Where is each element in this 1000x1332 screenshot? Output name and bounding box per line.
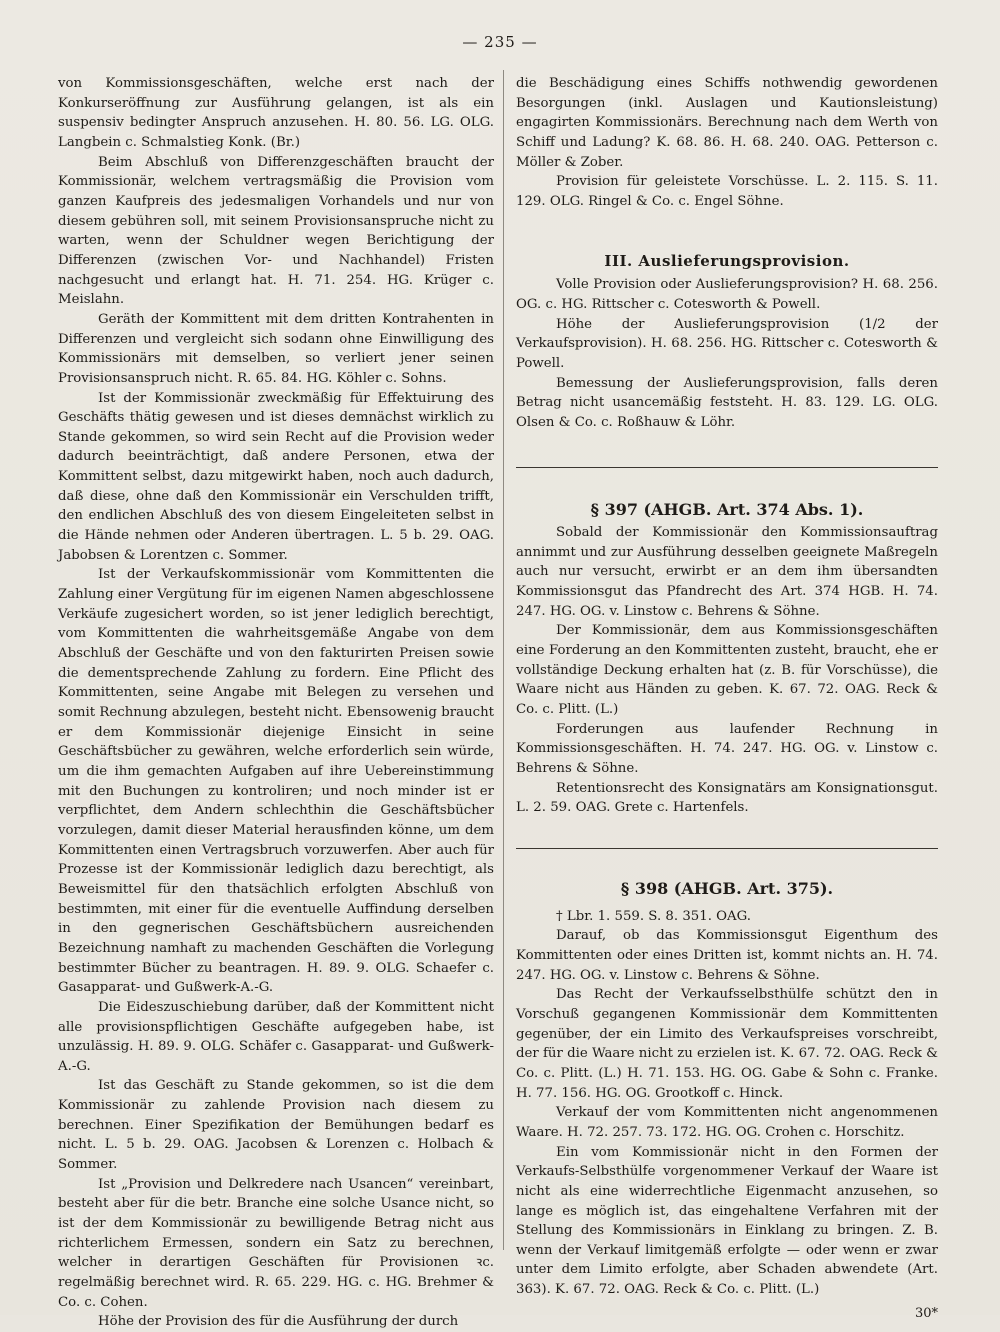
column-divider bbox=[503, 70, 504, 1250]
section-398-heading: § 398 (AHGB. Art. 375). bbox=[620, 879, 834, 898]
paragraph: Darauf, ob das Kommissionsgut Eigenthum des Kommittenten oder eines Dritten ist, kommt nichts an. H. 74. 247. HG. OG. v. Linstow c. Behrens & Söhne. bbox=[516, 928, 938, 983]
section-separator bbox=[516, 848, 938, 849]
paragraph: Ist das Geschäft zu Stande gekommen, so ist die dem Kommissionär zu zahlende Provision nach diesem zu berechnen. Einer Spezifikation der Bemühungen bedarf es nicht. L. 5 b. 29. OAG. Jacobsen & Lorenzen c. Holbach & Sommer. bbox=[58, 1078, 494, 1173]
paragraph: Sobald der Kommissionär den Kommissionsauftrag annimmt und zur Ausführung desselben geeignete Maßregeln auch nur versucht, erwirbt er an dem ihm übersandten Kommissionsgut das Pfandrecht des Art. 374 HGB. H. 74. 247. HG. OG. v. Linstow c. Behrens & Söhne. bbox=[516, 525, 938, 619]
signature-mark: 30* bbox=[914, 1305, 938, 1321]
right-column bbox=[516, 74, 938, 1323]
paragraph: Der Kommissionär, dem aus Kommissionsgeschäften eine Forderung an den Kommittenten zusteht, braucht, ehe er vollständige Deckung erhalten hat (z. B. für Vorschüsse), die Waare nicht aus Händen zu geben. K. 67. 72. OAG. Reck & Co. c. Plitt. (L.) bbox=[516, 623, 938, 718]
paragraph: Höhe der Provision des für die Ausführung der durch bbox=[98, 1314, 459, 1330]
paragraph: Retentionsrecht des Konsignatärs am Konsignationsgut. L. 2. 59. OAG. Grete c. Hartenfels. bbox=[516, 780, 938, 816]
section-separator bbox=[516, 467, 938, 468]
paragraph: Volle Provision oder Auslieferungsprovision? H. 68. 256. OG. c. HG. Rittscher c. Cotesworth & Powell. bbox=[516, 277, 938, 312]
paragraph: Ist der Kommissionär zweckmäßig für Effektuirung des Geschäfts thätig gewesen und ist dieses demnächst wirklich zu Stande gekommen, so wird sein Recht auf die Provision weder dadurch beeinträchtigt, daß andere Personen, etwa der Kommittent selbst, dazu mitgewirkt haben, noch auch dadurch, daß diese, ohne daß den Kommissionär ein Verschulden trifft, den endlichen Abschluß des von diesem Eingeleiteten selbst in die Hände nehmen oder Anderen übertragen. L. 5 b. 29. OAG. Jabobsen & Lorentzen c. Sommer. bbox=[58, 390, 494, 563]
section-397-paragraphs bbox=[516, 523, 938, 818]
paragraph: die Beschädigung eines Schiffs nothwendig gewordenen Besorgungen (inkl. Auslagen und Kautionsleistung) engagirten Kommissionärs. Berechnung nach dem Werth von Schiff und Ladung? K. 68. 86. H. 68. 240. OAG. Petterson c. Möller & Zober. bbox=[516, 76, 938, 170]
paragraph: Geräth der Kommittent mit dem dritten Kontrahenten in Differenzen und vergleicht sich sodann ohne Einwilligung des Kommissionärs mit demselben, so verliert jener seinen Provisionsanspruch nicht. R. 65. 84. HG. Köhler c. Sohns. bbox=[58, 311, 494, 386]
section-397-heading: § 397 (AHGB. Art. 374 Abs. 1). bbox=[590, 499, 864, 519]
left-column bbox=[58, 74, 494, 1332]
paragraph: † Lbr. 1. 559. S. 8. 351. OAG. bbox=[556, 908, 752, 924]
paragraph: Verkauf der vom Kommittenten nicht angenommenen Waare. H. 72. 257. 73. 172. HG. OG. Crohen c. Horschitz. bbox=[516, 1105, 938, 1140]
paragraph: Bemessung der Auslieferungsprovision, falls deren Betrag nicht usancemäßig feststeht. H. 83. 129. LG. OLG. Olsen & Co. c. Roßhauw & Löhr. bbox=[516, 375, 938, 430]
paragraph: Ist der Verkaufskommissionär vom Kommittenten die Zahlung einer Vergütung für im eigenen Namen abgeschlossene Verkäufe zugesichert worden, so ist jener lediglich berechtigt, vom Kommittenten die wahrheitsgemäße Angabe von dem Abschluß der Geschäfte und von den fakturirten Preisen sowie die dementsprechende Zahlung zu fordern. Eine Pflicht des Kommittenten, seine Angabe mit Belegen zu versehen und somit Rechnung abzulegen, besteht nicht. Ebensowenig braucht er dem Kommissionär diejenige Einsicht in seine Geschäftsbücher zu gewähren, welche erforderlich sein würde, um die ihm gemachten Aufgaben auf ihre Uebereinstimmung mit den Buchungen zu kontroliren; und noch minder ist er verpflichtet, dem Andern schlechthin die Geschäftsbücher vorzulegen, damit dieser Material herausfinden könne, um dem Kommittenten einen Vertragsbruch vorzuwerfen. Aber auch für Prozesse ist der Kommissionär lediglich dazu berechtigt, als Beweismittel für den thatsächlich erfolgten Abschluß von bestimmten, mit einer für die eventuelle Auffindung derselben in den gegnerischen Geschäftsbüchern ausreichenden Bezeichnung namhaft zu machenden Geschäften die Vorlegung bestimmter Bücher zu beantragen. H. 89. 9. OLG. Schaefer c. Gasapparat- und Gußwerk-A.-G. bbox=[58, 567, 494, 996]
section-398-paragraphs bbox=[516, 907, 938, 1300]
paragraph: Ein vom Kommissionär nicht in den Formen der Verkaufs-Selbsthülfe vorgenommener Verkauf der Waare ist nicht als eine widerrechtliche Eigenmacht anzusehen, so lange es möglich ist, das eingehaltene Verfahren mit der Stellung des Kommissionärs in Einklang zu bringen. Z. B. wenn der Verkauf limitgemäß erfolgte — oder wenn er zwar unter dem Limito erfolgte, aber Schaden abwendete (Art. 363). K. 67. 72. OAG. Reck & Co. c. Plitt. (L.) bbox=[516, 1144, 938, 1298]
paragraph: Höhe der Auslieferungsprovision (1/2 der Verkaufsprovision). H. 68. 256. HG. Rittscher c. Cotesworth & Powell. bbox=[516, 316, 938, 371]
paragraph: Beim Abschluß von Differenzgeschäften braucht der Kommissionär, welchem vertragsmäßig die Provision vom ganzen Kaufpreis des jedesmaligen Vorhandels und nur von diesem gebühren soll, mit seinem Provisionsanspruche nicht zu warten, wenn der Schuldner wegen Berichtigung der Differenzen (zwischen Vor- und Nachhandel) Fristen nachgesucht und erlangt hat. H. 71. 254. HG. Krüger c. Meislahn. bbox=[58, 154, 494, 308]
paragraph: Die Eideszuschiebung darüber, daß der Kommittent nicht alle provisionspflichtigen Geschäfte aufgegeben habe, ist unzulässig. H. 89. 9. OLG. Schäfer c. Gasapparat- und Gußwerk-A.-G. bbox=[58, 999, 494, 1074]
page-number: — 235 — bbox=[462, 33, 538, 51]
paragraph: von Kommissionsgeschäften, welche erst nach der Konkurseröffnung zur Ausführung gelangen, ist als ein suspensiv bedingter Anspruch anzusehen. H. 80. 56. LG. OLG. Langbein c. Schmalstieg Konk. (Br.) bbox=[58, 76, 494, 150]
paragraph: Ist „Provision und Delkredere nach Usancen“ vereinbart, besteht aber für die betr. Branche eine solche Usance nicht, so ist der dem Kommissionär zu bewilligende Betrag nicht aus richterlichem Ermessen, sondern ein Satz zu berechnen, welcher in derartigen Geschäften für Provisionen ꝛc. regelmäßig berechnet wird. R. 65. 229. HG. c. HG. Brehmer & Co. c. Cohen. bbox=[58, 1176, 494, 1310]
left-paragraphs bbox=[58, 74, 494, 1332]
paragraph: Forderungen aus laufender Rechnung in Kommissionsgeschäften. H. 74. 247. HG. OG. v. Linstow c. Behrens & Söhne. bbox=[516, 721, 938, 777]
section-iii-paragraphs bbox=[516, 275, 938, 432]
paragraph: Provision für geleistete Vorschüsse. L. 2. 115. S. 11. 129. OLG. Ringel & Co. c. Engel Söhne. bbox=[516, 174, 938, 209]
right-top-paragraphs bbox=[516, 74, 938, 212]
paragraph: Das Recht der Verkaufsselbsthülfe schützt den in Vorschuß gegangenen Kommissionär dem Kommittenten gegenüber, der ein Limito des Verkaufspreises vorschreibt, der für die Waare nicht zu erzielen ist. K. 67. 72. OAG. Reck & Co. c. Plitt. (L.) H. 71. 153. HG. OG. Gabe & Sohn c. Franke. H. 77. 156. HG. OG. Grootkoff c. Hinck. bbox=[516, 987, 938, 1101]
section-iii-heading: III. Auslieferungsprovision. bbox=[604, 251, 850, 270]
